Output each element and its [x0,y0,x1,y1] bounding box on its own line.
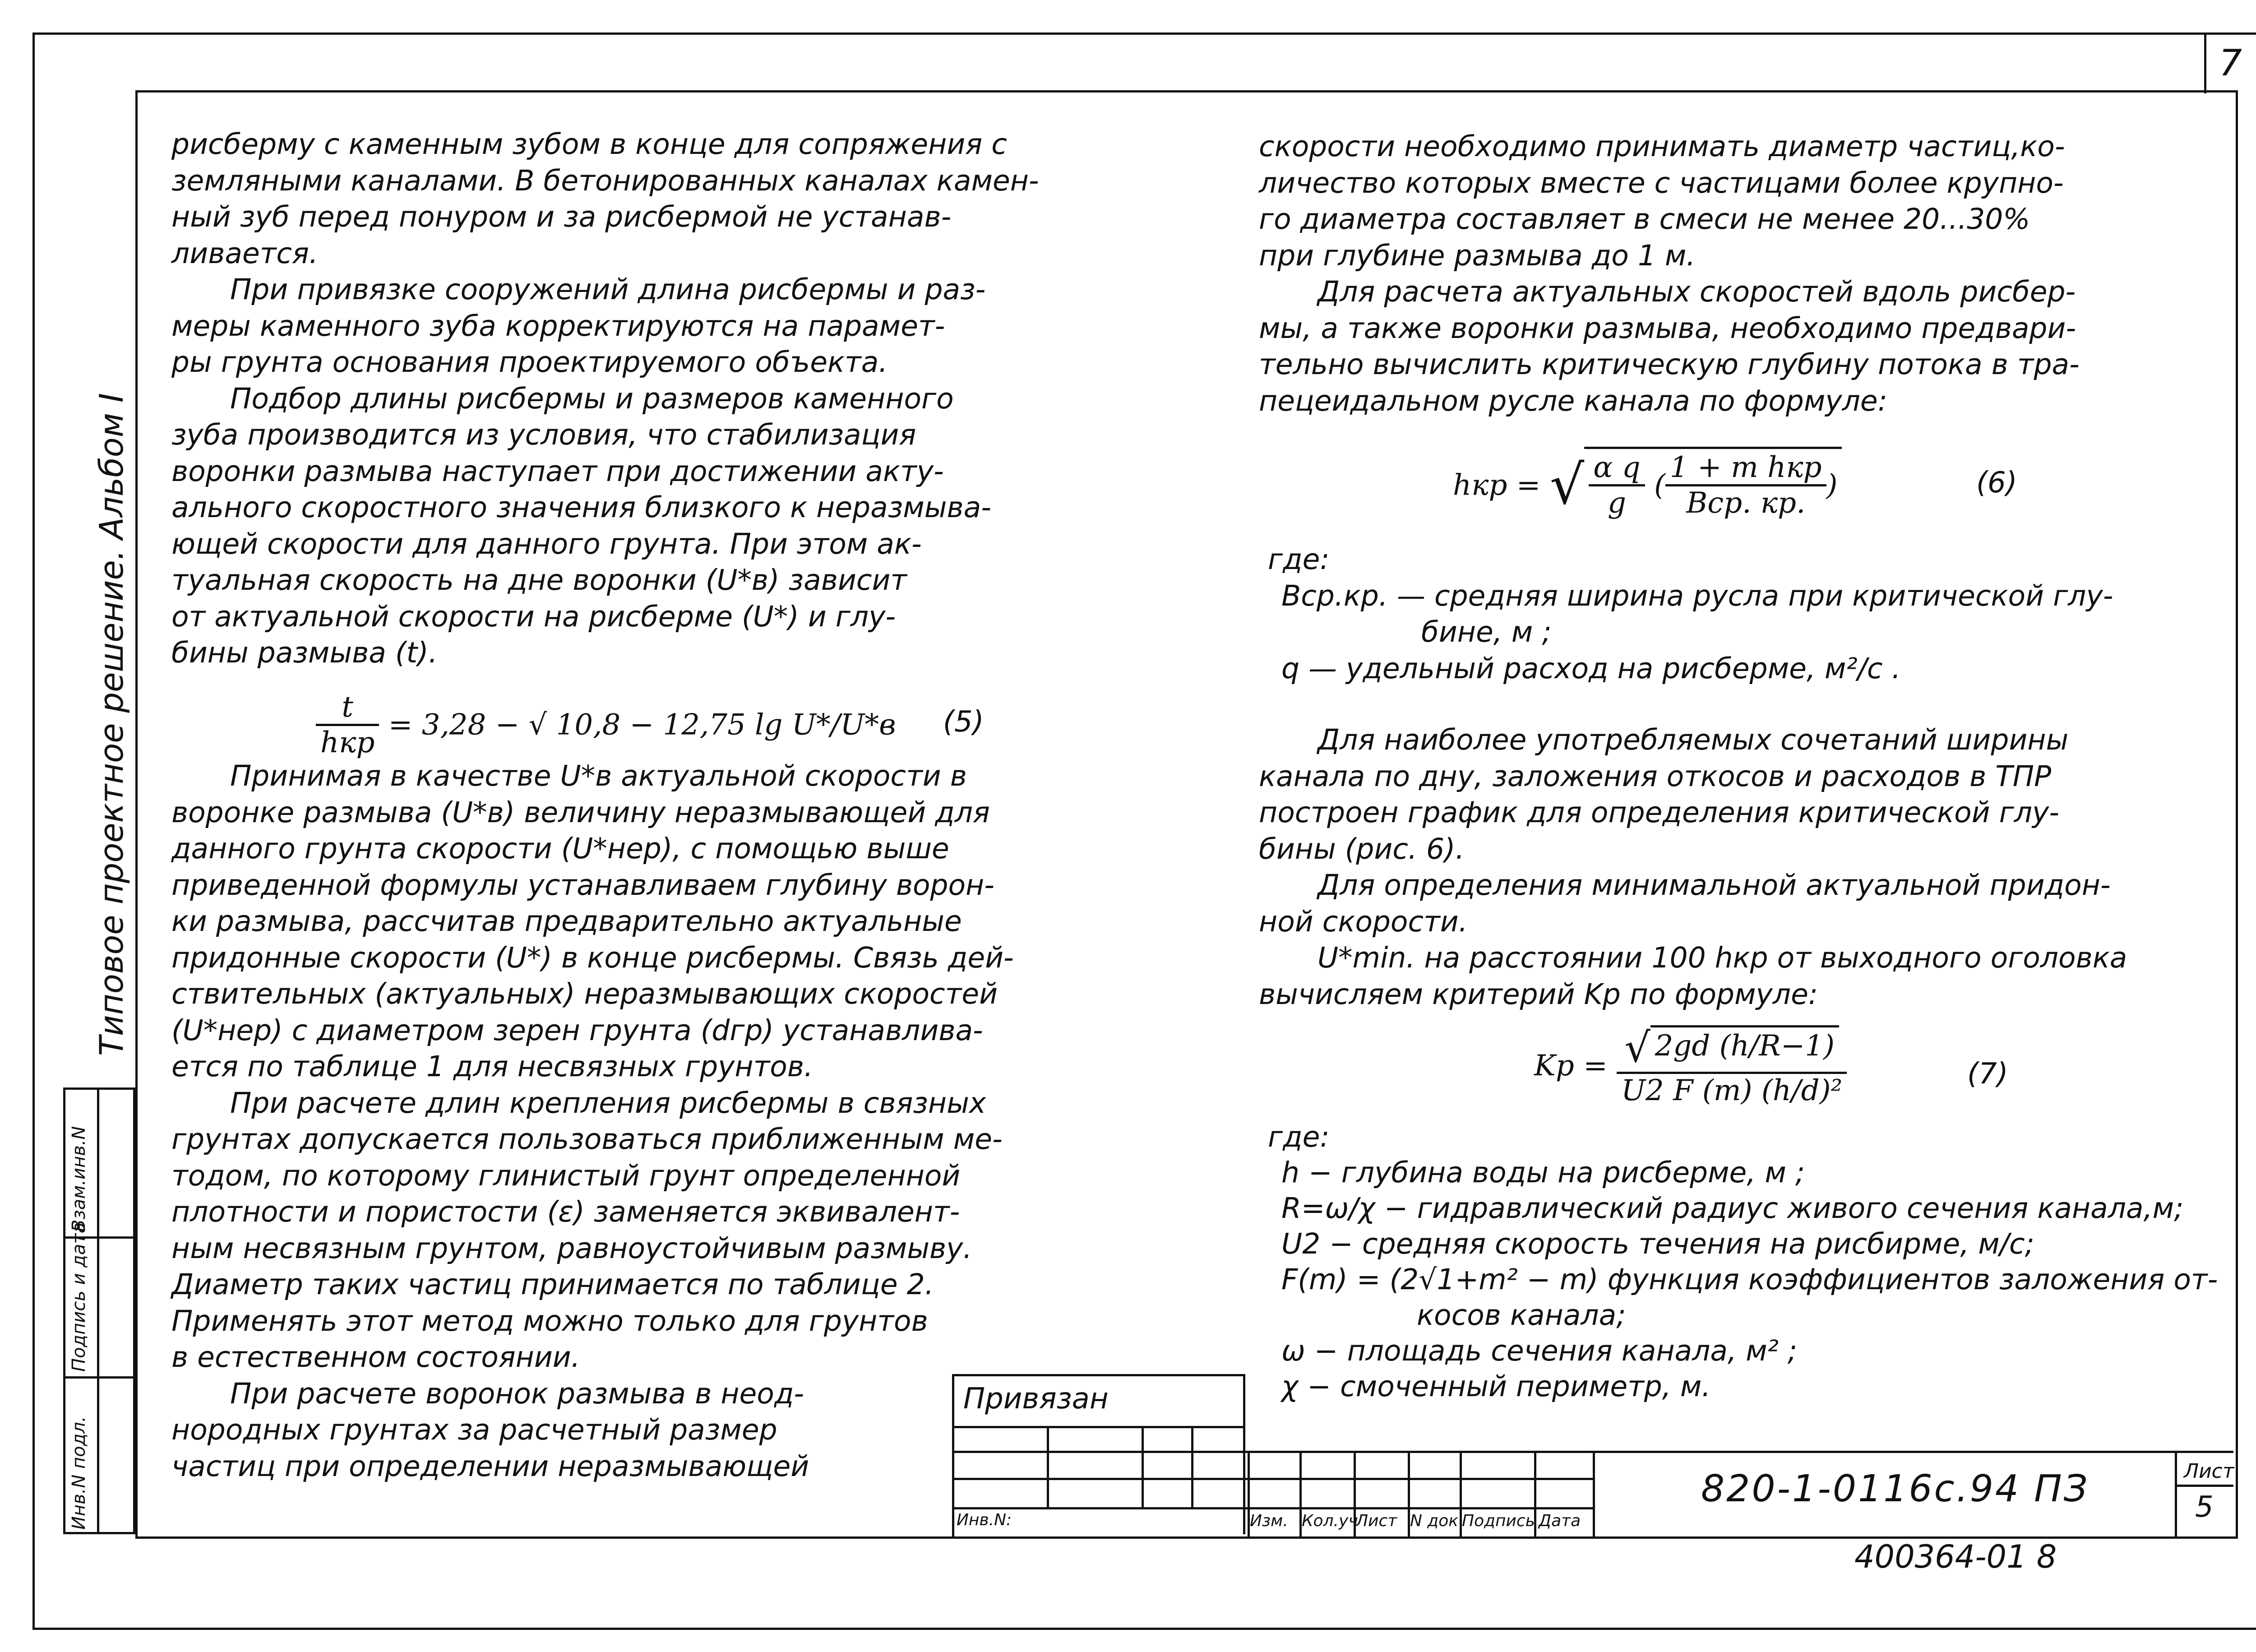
sheet-number-box-left [2204,32,2206,93]
text-line: ный зуб перед понуром и за рисбермой не устанав- [171,200,952,233]
tb-line [952,1374,1245,1376]
text-line: При привязке сооружений длина рисбермы и раз- [230,273,986,306]
text-line: ω − площадь сечения канала, м² ; [1281,1334,1798,1367]
right-column-top [1259,129,2080,419]
text-line: скорости необходимо принимать диаметр частиц,ко- [1259,130,2065,163]
text-line: при глубине размыва до 1 м. [1259,239,1696,272]
formula-6-frac1-num: α q [1589,451,1645,486]
formula-6-frac1-den: g [1607,486,1626,520]
side-stamp-divider [97,1087,99,1534]
text-line: ливается. [171,236,318,270]
list-label: Лист [2184,1460,2234,1483]
paren-close: ) [1826,468,1838,502]
formula-7-radicand: 2gd (h/R−1) [1650,1025,1839,1063]
text-line: вычисляем критерий Kр по формуле: [1259,977,1818,1011]
text-line: где: [1268,543,1330,576]
text-line: от актуальной скорости на рисберме (U*) и глу- [171,600,896,633]
text-line: земляными каналами. В бетонированных каналах камен- [171,164,1039,197]
text-line: построен график для определения критической глу- [1259,796,2059,829]
text-line: тельно вычислить критическую глубину потока в тра- [1259,348,2080,381]
col-koluch: Кол.уч [1302,1512,1358,1530]
text-line: косов канала; [1417,1299,1626,1332]
text-line: го диаметра составляет в смеси не менее 20...30% [1259,203,2030,236]
text-line: Применять этот метод можно только для грунтов [171,1304,928,1337]
formula-5 [316,690,896,759]
left-column [171,126,1039,671]
text-line: рисберму с каменным зубом в конце для сопряжения с [171,128,1007,161]
right-column-mid [1259,722,2127,1013]
tb-line [2175,1451,2177,1536]
left-column-cont [171,758,1014,1485]
text-line: U2 − средняя скорость течения на рисбирме, м/с; [1281,1227,2034,1260]
formula-6-radicand [1584,447,1842,520]
text-line: Для определения минимальной актуальной придон- [1318,869,2111,902]
text-line: придонные скорости (U*) в конце рисбермы. Связь дей- [171,941,1014,974]
text-line: бины (рис. 6). [1259,832,1465,865]
text-line: (U*нер) с диаметром зерен грунта (dгр) устанавлива- [171,1013,983,1047]
formula-7-fraction [1617,1024,1847,1107]
text-line: Для наиболее употребляемых сочетаний ширины [1318,723,2069,756]
text-line: мы, а также воронки размыва, необходимо предвари- [1259,311,2076,345]
side-stamp-inv-podl: Инв.N подл. [69,1416,89,1530]
text-line: воронки размыва наступает при достижении акту- [171,454,944,488]
side-stamp-vzam: Взам.инв.N [69,1126,89,1232]
text-line: F(m) = (2√1+m² − m) функция коэффициентов заложения от- [1281,1263,2218,1296]
formula-6 [1453,447,1842,520]
text-line: бины размыва (t). [171,636,438,669]
tb-line [1047,1426,1049,1507]
tb-line [1243,1374,1245,1534]
side-stamp-podpis: Подпись и дата [69,1222,89,1372]
formula-6-frac1 [1589,451,1645,520]
where-6 [1268,541,2113,687]
formula-6-frac2-den: Bср. кр. [1686,486,1806,520]
text-line: данного грунта скорости (U*нер), с помощью выше [171,832,949,865]
text-line: в естественном состоянии. [171,1341,580,1374]
col-podpis: Подпись [1462,1512,1535,1530]
tb-line [1142,1426,1144,1507]
formula-7-numerator: √ 2gd (h/R−1) [1617,1024,1847,1074]
text-line: χ − смоченный периметр, м. [1281,1370,1711,1403]
text-line: нородных грунтах за расчетный размер [171,1413,777,1446]
tb-line [1191,1426,1193,1507]
list-number: 5 [2195,1490,2214,1524]
paren-open: ( [1654,468,1666,502]
text-line: Подбор длины рисбермы и размеров каменного [230,382,954,415]
text-line: ным несвязным грунтом, равноустойчивым размыву. [171,1231,972,1265]
col-data: Дата [1539,1512,1581,1530]
formula-5-numerator: t [316,690,379,726]
formula-5-fraction [316,690,379,759]
formula-6-lhs: hкр = [1453,468,1541,502]
text-line: R=ω/χ − гидравлический радиус живого сечения канала,м; [1281,1192,2184,1225]
radical-sign: √ [1549,454,1585,517]
text-line: Принимая в качестве U*в актуальной скорости в [230,759,967,792]
col-ndok: N док [1410,1512,1459,1530]
text-line: ствительных (актуальных) неразмывающих скоростей [171,977,998,1010]
text-line: ющей скорости для данного грунта. При этом ак- [171,527,922,560]
text-line: личество которых вместе с частицами более крупно- [1259,166,2064,199]
formula-7-denominator: U2 F (m) (h/d)² [1621,1074,1843,1107]
text-line: тодом, по которому глинистый грунт определенной [171,1159,961,1192]
formula-7-lhs: Kр = [1534,1049,1608,1083]
text-line: воронке размыва (U*в) величину неразмывающей для [171,796,990,829]
tb-line [952,1507,1593,1509]
formula-7-number: (7) [1967,1057,2008,1091]
formula-6-frac2-num: 1 + m hкр [1665,451,1826,486]
tb-line [952,1426,1245,1428]
formula-6-frac2 [1665,451,1826,520]
col-izm: Изм. [1250,1512,1288,1530]
text-line: q — удельный расход на рисберме, м²/с . [1281,652,1901,685]
text-line: h − глубина воды на рисберме, м ; [1281,1156,1805,1189]
formula-5-number: (5) [943,705,984,739]
text-line: ального скоростного значения близкого к неразмыва- [171,491,991,524]
text-line: ной скорости. [1259,905,1468,938]
text-line: пецеидальном русле канала по формуле: [1259,384,1887,417]
formula-6-number: (6) [1976,466,2017,500]
tb-line [1593,1451,1595,1536]
text-line: Для расчета актуальных скоростей вдоль рисбер- [1318,275,2076,308]
text-line: Диаметр таких частиц принимается по таблице 2. [171,1268,934,1301]
text-line: где: [1268,1120,1330,1153]
text-line: грунтах допускается пользоваться приближенным ме- [171,1123,1003,1156]
text-line: зуба производится из условия, что стабилизация [171,418,916,451]
text-line: приведенной формулы устанавливаем глубину ворон- [171,868,994,902]
archive-number: 400364-01 8 [1854,1538,2057,1575]
tb-line [952,1374,954,1536]
inv-no-label: Инв.N: [957,1511,1012,1529]
formula-5-denominator: hкр [320,726,375,759]
text-line: При расчете воронок размыва в неод- [230,1377,804,1410]
text-line: канала по дну, заложения откосов и расходов в ТПР [1259,759,2052,793]
formula-7 [1534,1024,1847,1107]
side-stamp-row2 [63,1376,135,1379]
privyazan-label: Привязан [963,1382,1109,1416]
text-line: ки размыва, рассчитав предварительно актуальные [171,905,962,938]
document-code: 820-1-0116с.94 ПЗ [1701,1467,2090,1510]
text-line: При расчете длин крепления рисбермы в связных [230,1086,986,1120]
text-line: U*min. на расстоянии 100 hкр от выходного оголовка [1318,941,2127,974]
text-line: Bср.кр. — средняя ширина русла при критической глу- [1281,579,2113,612]
where-7 [1268,1119,2218,1404]
side-title: Типовое проектное решение. Альбом I [92,393,130,1056]
text-line: меры каменного зуба корректируются на парамет- [171,309,945,342]
sheet-number: 7 [2219,42,2242,84]
text-line: ется по таблице 1 для несвязных грунтов. [171,1050,813,1083]
text-line: ры грунта основания проектируемого объекта. [171,346,888,379]
tb-line [2175,1485,2233,1487]
formula-5-rhs: = 3,28 − √ 10,8 − 12,75 lg U*/U*в [388,708,896,742]
text-line: бине, м ; [1421,615,1552,648]
col-list: Лист [1356,1512,1397,1530]
text-line: плотности и пористости (ε) заменяется эквивалент- [171,1195,960,1228]
text-line: частиц при определении неразмывающей [171,1449,809,1483]
text-line: туальная скорость на дне воронки (U*в) зависит [171,564,907,597]
